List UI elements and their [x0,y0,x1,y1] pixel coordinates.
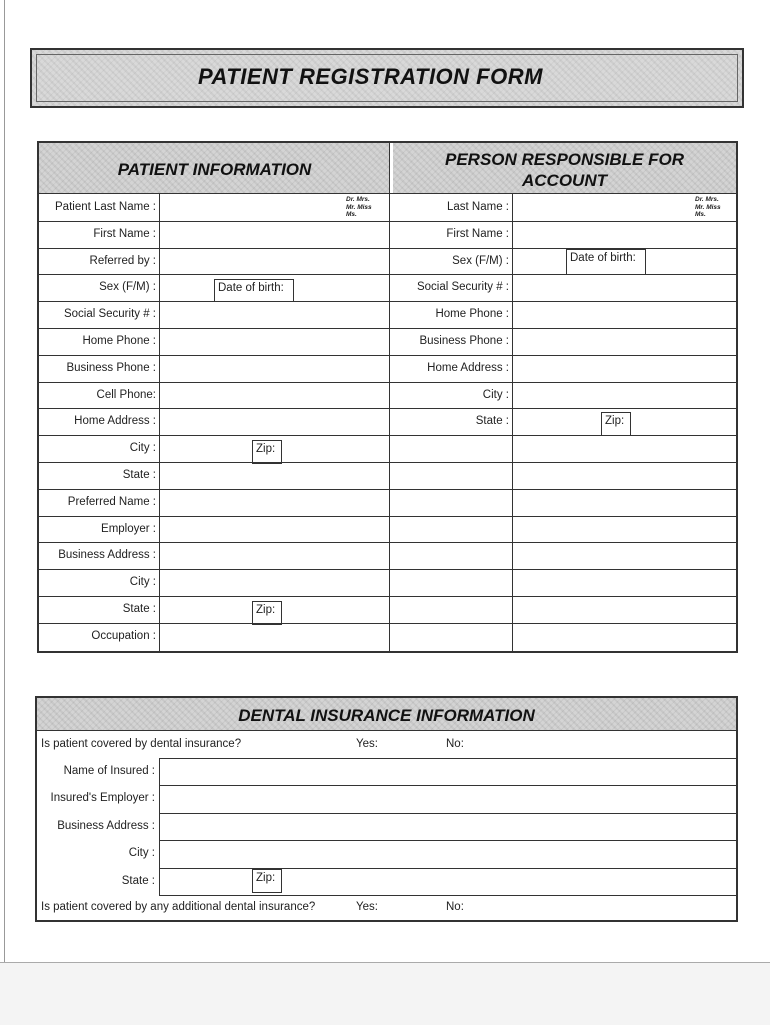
patient-field-label: Business Phone : [66,362,156,374]
insurance-field-label: Name of Insured : [63,765,155,777]
covered-yes[interactable]: Yes: [356,738,378,750]
patient-field-label: Home Phone : [82,335,156,347]
patient-field-label: First Name : [93,228,156,240]
responsible-salutation-line1: Dr. Mrs. [695,196,719,203]
insurance-field-label: City : [128,847,155,859]
responsible-zip-box[interactable]: Zip: [601,412,631,436]
patient-field-label: Occupation : [91,630,156,642]
patient-row-line [37,328,389,329]
patient-business-zip-box[interactable]: Zip: [252,601,282,625]
responsible-label-divider [512,194,513,651]
responsible-field-label: Home Phone : [435,308,509,320]
patient-salutation-line2: Mr. Miss [346,203,372,211]
insurance-row-line [159,758,736,759]
responsible-row-line [389,542,736,543]
covered-question: Is patient covered by dental insurance? [41,738,242,750]
patient-field-label: Preferred Name : [67,496,156,508]
patient-field-label: State : [122,469,156,481]
insurance-row-line [159,868,736,869]
patient-dob-box[interactable]: Date of birth: [214,279,294,302]
form-title: PATIENT REGISTRATION FORM [198,64,543,89]
insurance-zip-box[interactable]: Zip: [252,869,282,893]
responsible-salutation-line3: Ms. [695,211,706,218]
responsible-row-line [389,569,736,570]
patient-field-label: Home Address : [74,415,156,427]
responsible-field-label: Business Phone : [419,335,509,347]
patient-field-label: Cell Phone: [96,389,156,401]
patient-row-line [37,623,389,624]
responsible-salutation [695,196,721,219]
responsible-row-line [389,274,736,275]
patient-field-label: State : [122,603,156,615]
responsible-field-label: Last Name : [447,201,509,213]
center-divider [389,141,390,652]
patient-field-label: Employer : [101,523,156,535]
patient-row-line [37,542,389,543]
responsible-dob-box[interactable]: Date of birth: [566,249,646,275]
patient-row-line [37,435,389,436]
insurance-field-label: Insured's Employer : [50,792,155,804]
insurance-row-line [159,840,736,841]
insurance-header-divider [37,730,736,731]
patient-row-line [37,355,389,356]
patient-row-line [37,596,389,597]
patient-row-line [37,301,389,302]
responsible-row-line [389,328,736,329]
patient-row-line [37,516,389,517]
patient-salutation [346,196,372,219]
covered-no[interactable]: No: [446,738,464,750]
patient-row-line [37,489,389,490]
patient-row-line [37,274,389,275]
responsible-field-label: Social Security # : [416,281,509,293]
patient-row-line [37,382,389,383]
patient-row-line [37,408,389,409]
responsible-header-line2: ACCOUNT [522,171,607,190]
responsible-row-line [389,462,736,463]
additional-question: Is patient covered by any additional dental insurance? [41,901,316,913]
patient-field-label: Business Address : [58,549,156,561]
responsible-salutation-line2: Mr. Miss [695,203,721,211]
responsible-row-line [389,382,736,383]
responsible-header-line1: PERSON RESPONSIBLE FOR [445,150,684,169]
patient-field-label: City : [129,442,156,454]
patient-field-label: Referred by : [89,255,156,267]
responsible-field-label: State : [475,415,509,427]
patient-salutation-line3: Ms. [346,211,357,218]
responsible-row-line [389,355,736,356]
additional-no[interactable]: No: [446,901,464,913]
responsible-row-line [389,435,736,436]
patient-label-divider [159,194,160,651]
responsible-row-line [389,408,736,409]
responsible-row-line [389,623,736,624]
patient-row-line [37,248,389,249]
dental-insurance-header: DENTAL INSURANCE INFORMATION [238,706,535,725]
insurance-row-line [159,785,736,786]
page-edge-left [4,0,5,1024]
patient-row-line [37,221,389,222]
insurance-label-divider [159,758,160,895]
patient-field-label: Patient Last Name : [55,201,156,213]
patient-field-label: Sex (F/M) : [99,281,156,293]
responsible-row-line [389,489,736,490]
responsible-row-line [389,596,736,597]
patient-field-label: City : [129,576,156,588]
patient-field-label: Social Security # : [63,308,156,320]
form-title-bar [30,48,744,108]
patient-home-zip-box[interactable]: Zip: [252,440,282,464]
page-bottom-edge [0,962,770,1025]
responsible-field-label: First Name : [446,228,509,240]
patient-info-header: PATIENT INFORMATION [117,160,312,179]
responsible-row-line [389,301,736,302]
insurance-field-label: State : [121,875,155,887]
responsible-row-line [389,516,736,517]
responsible-field-label: Home Address : [427,362,509,374]
responsible-row-line [389,221,736,222]
main-header-divider [37,193,737,194]
patient-salutation-line1: Dr. Mrs. [346,196,370,203]
responsible-field-label: Sex (F/M) : [452,255,509,267]
insurance-row-line [159,813,736,814]
responsible-field-label: City : [482,389,509,401]
patient-row-line [37,569,389,570]
insurance-row-line [159,895,736,896]
patient-row-line [37,462,389,463]
responsible-row-line [389,248,736,249]
additional-yes[interactable]: Yes: [356,901,378,913]
insurance-field-label: Business Address : [57,820,155,832]
